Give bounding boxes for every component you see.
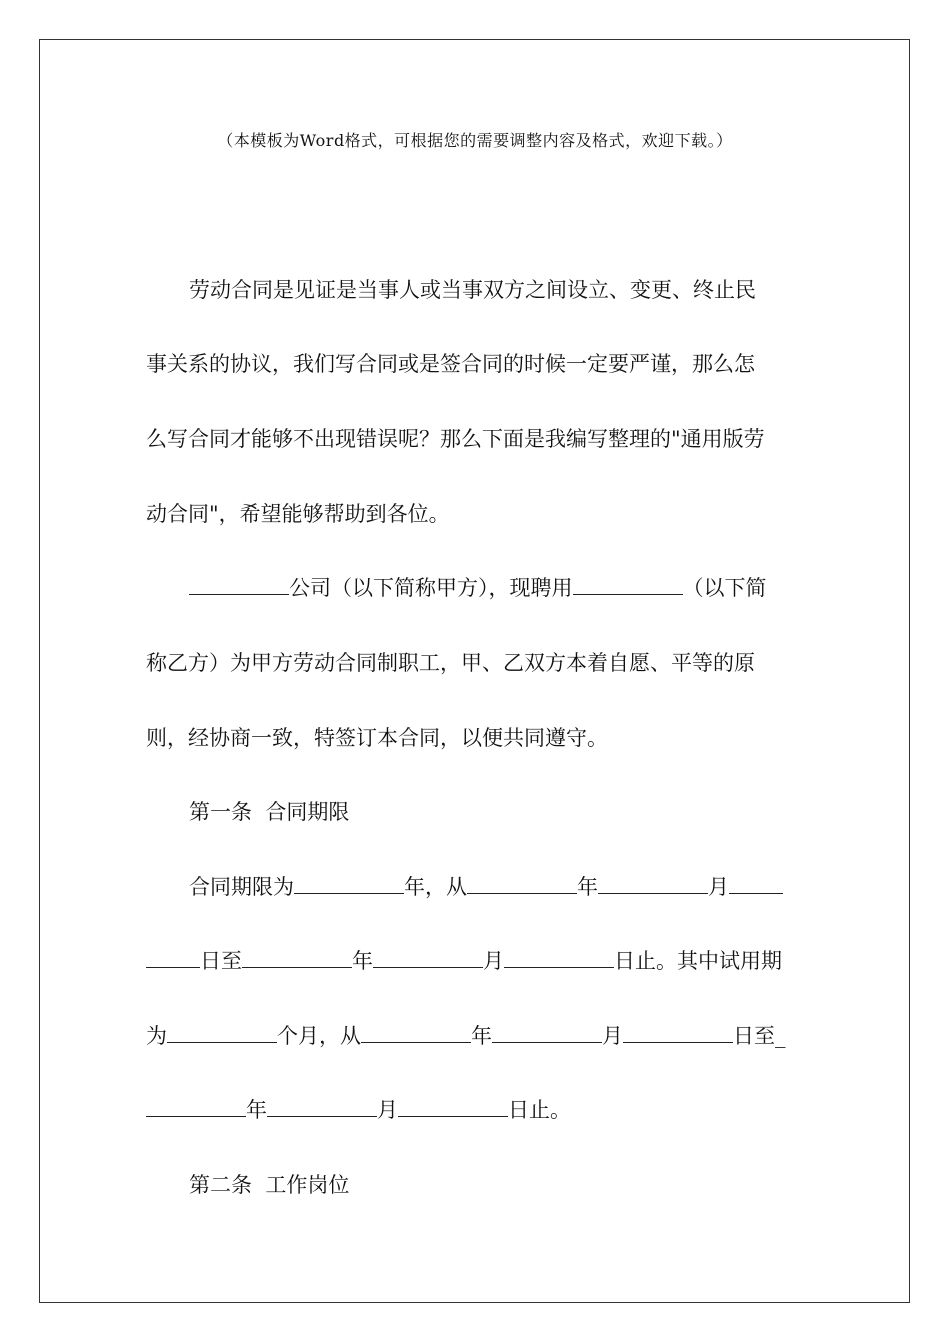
end-day-blank[interactable]	[504, 949, 614, 968]
year-label: 年	[352, 949, 373, 973]
trial-end-day-blank[interactable]	[398, 1098, 508, 1117]
intro-line-4: 动合同"，希望能够帮助到各位。	[146, 502, 450, 526]
day-end-text: 日止。	[508, 1098, 571, 1122]
employee-name-blank[interactable]	[573, 576, 683, 595]
term-line-1	[189, 873, 783, 901]
intro-line-3: 么写合同才能够不出现错误呢？那么下面是我编写整理的"通用版劳	[146, 427, 765, 451]
company-name-blank[interactable]	[189, 576, 289, 595]
article-1-heading: 第一条 合同期限	[189, 800, 350, 824]
month-label: 月	[377, 1098, 398, 1122]
months-from-text: 个月，从	[277, 1024, 361, 1048]
preamble-line-2: 称乙方）为甲方劳动合同制职工，甲、乙双方本着自愿、平等的原	[146, 651, 755, 675]
article-2-heading: 第二条 工作岗位	[189, 1173, 350, 1197]
trial-line-2	[146, 1096, 571, 1124]
term-prefix: 合同期限为	[189, 875, 294, 899]
end-month-blank[interactable]	[373, 949, 483, 968]
start-year-blank[interactable]	[467, 875, 577, 894]
term-from-text: 年，从	[404, 875, 467, 899]
trial-months-blank[interactable]	[167, 1024, 277, 1043]
start-day-blank[interactable]	[729, 875, 783, 894]
intro-line-1: 劳动合同是见证是当事人或当事双方之间设立、变更、终止民	[189, 278, 756, 302]
preamble-company-text: 公司（以下简称甲方），现聘用	[289, 576, 573, 600]
trial-start-month-blank[interactable]	[492, 1024, 602, 1043]
month-label: 月	[483, 949, 504, 973]
end-year-blank[interactable]	[242, 949, 352, 968]
start-month-blank[interactable]	[598, 875, 708, 894]
preamble-line-3: 则，经协商一致，特签订本合同，以便共同遵守。	[146, 726, 608, 750]
trial-start-day-blank[interactable]	[623, 1024, 733, 1043]
year-label: 年	[577, 875, 598, 899]
start-day-blank-cont[interactable]	[146, 949, 200, 968]
year-label: 年	[471, 1024, 492, 1048]
trial-start-year-blank[interactable]	[361, 1024, 471, 1043]
month-label: 月	[602, 1024, 623, 1048]
preamble-line-1	[189, 574, 767, 602]
day-to-text: 日至	[200, 949, 242, 973]
term-line-2	[146, 947, 782, 975]
preamble-employee-text: （以下简	[682, 576, 767, 600]
year-label: 年	[246, 1098, 267, 1122]
trial-end-month-blank[interactable]	[267, 1098, 377, 1117]
day-end-trial-text: 日止。其中试用期	[614, 949, 782, 973]
intro-line-2: 事关系的协议，我们写合同或是签合同的时候一定要严谨，那么怎	[146, 352, 755, 376]
trial-end-year-blank[interactable]	[146, 1098, 246, 1117]
template-notice: （本模板为Word格式，可根据您的需要调整内容及格式，欢迎下载。）	[217, 131, 733, 150]
day-to-text: 日至_	[733, 1024, 786, 1048]
trial-prefix: 为	[146, 1024, 167, 1048]
trial-line-1	[146, 1022, 786, 1050]
month-label: 月	[708, 875, 729, 899]
term-years-blank[interactable]	[294, 875, 404, 894]
